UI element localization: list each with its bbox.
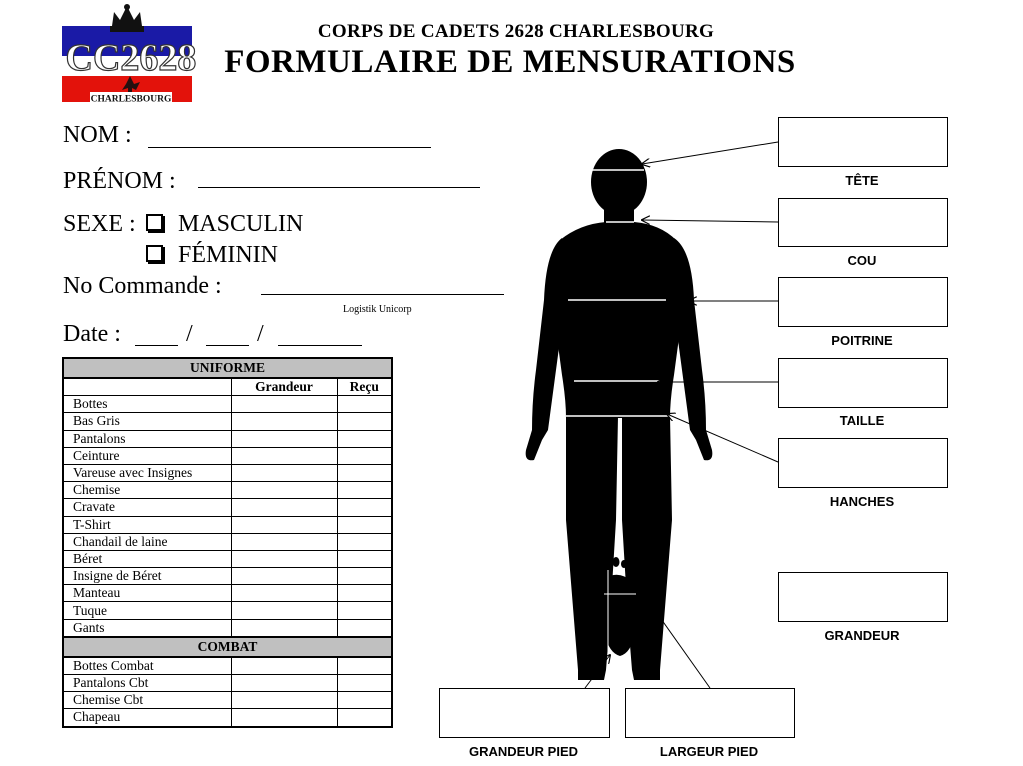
sexe-label: SEXE : [63, 211, 136, 237]
date-separator-2: / [257, 321, 264, 347]
combat-section-title: COMBAT [63, 637, 392, 657]
hanches-box[interactable] [778, 438, 948, 488]
uniforme-item-label: T-Shirt [63, 516, 231, 533]
cou-box[interactable] [778, 198, 948, 247]
cou-label: COU [847, 253, 877, 268]
combat-item-label: Pantalons Cbt [63, 675, 231, 692]
uniforme-item-label: Gants [63, 619, 231, 637]
combat-item-label: Bottes Combat [63, 657, 231, 675]
uniforme-item-label: Pantalons [63, 430, 231, 447]
uniforme-item-label: Béret [63, 550, 231, 567]
prenom-label: PRÉNOM : [63, 168, 176, 194]
uniforme-item-label: Bas Gris [63, 413, 231, 430]
grandeur-pied-box[interactable] [439, 688, 610, 738]
corps-title: CORPS DE CADETS 2628 CHARLESBOURG [317, 21, 715, 42]
uniforme-item-label: Cravate [63, 499, 231, 516]
feminin-option: FÉMININ [178, 242, 278, 268]
commande-note: Logistik Unicorp [343, 304, 412, 315]
column-header-recu: Reçu [337, 378, 392, 396]
tete-label: TÊTE [845, 173, 879, 188]
uniforme-item-label: Insigne de Béret [63, 568, 231, 585]
uniforme-item-label: Ceinture [63, 447, 231, 464]
logo-text: CC2628 [65, 37, 197, 79]
grandeur-box[interactable] [778, 572, 948, 622]
tete-pointer [642, 142, 778, 164]
uniforme-item-label: Bottes [63, 396, 231, 413]
taille-box[interactable] [778, 358, 948, 408]
masculin-option: MASCULIN [178, 211, 304, 237]
grandeur-label: GRANDEUR [824, 628, 900, 643]
column-header-grandeur: Grandeur [231, 378, 337, 396]
taille-label: TAILLE [839, 413, 885, 428]
commande-label: No Commande : [63, 273, 222, 299]
form-title: FORMULAIRE DE MENSURATIONS [224, 44, 796, 80]
largeur-pied-label: LARGEUR PIED [659, 744, 759, 759]
grandeur-pied-pointer [585, 655, 610, 688]
uniforme-item-label: Chandail de laine [63, 533, 231, 550]
grandeur-pied-label: GRANDEUR PIED [468, 744, 579, 759]
combat-item-label: Chemise Cbt [63, 692, 231, 709]
date-label: Date : [63, 321, 121, 347]
tete-box[interactable] [778, 117, 948, 167]
hanches-label: HANCHES [829, 494, 895, 509]
uniforme-item-label: Manteau [63, 585, 231, 602]
logo-subtext: CHARLESBOURG [90, 94, 172, 105]
nom-label: NOM : [63, 122, 132, 148]
uniforme-item-label: Chemise [63, 482, 231, 499]
poitrine-box[interactable] [778, 277, 948, 327]
uniforme-section-title: UNIFORME [63, 358, 392, 378]
cou-pointer [642, 220, 778, 222]
combat-item-label: Chapeau [63, 709, 231, 727]
date-separator-1: / [186, 321, 193, 347]
largeur-pied-box[interactable] [625, 688, 795, 738]
largeur-pied-pointer [642, 592, 710, 688]
poitrine-label: POITRINE [831, 333, 893, 348]
uniforme-item-label: Vareuse avec Insignes [63, 464, 231, 481]
hanches-pointer [667, 414, 778, 462]
uniforme-item-label: Tuque [63, 602, 231, 619]
